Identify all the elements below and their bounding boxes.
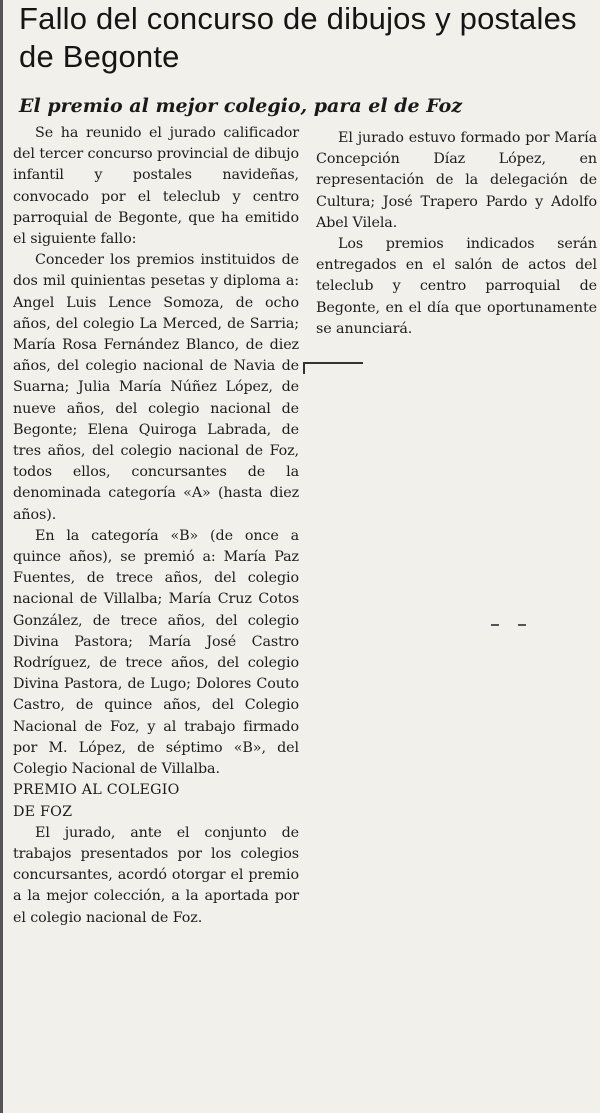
- paragraph-jury-members: El jurado estuvo formado por María Concepción Díaz López, en representación de la delegación de Cultura; José Trapero Pardo y Adolfo Abel Vilela.: [316, 130, 597, 231]
- paragraph-prize-delivery: Los premios indicados serán entregados en el salón de actos del teleclub y centro parroquial de Begonte, en el día que oportunamente se anunciará.: [316, 236, 597, 337]
- paragraph-jury-meeting: Se ha reunido el jurado calificador del tercer concurso provincial de dibujo infantil y postales navideñas, convocado por el teleclub y centro parroquial de Begonte, que ha emitido el siguiente fallo:: [13, 125, 299, 248]
- paragraph-category-b: En la categoría «B» (de once a quince años), se premió a: María Paz Fuentes, de trece años, del colegio nacional de Villalba; María Cruz Cotos González, de trece años, del colegio Divina Pastora; María José Castro Rodríguez, de trece años, del colegio Divina Pastora, de Lugo; Dolores Couto Castro, de quince años, del Colegio Nacional de Foz, y al trabajo firmado por M. López, de séptimo «B», del Colegio Nacional de Villalba.: [13, 527, 299, 778]
- section-heading-premio: PREMIO AL COLEGIO: [13, 782, 180, 799]
- article-headline: Fallo del concurso de dibujos y postales de Begonte: [19, 1, 577, 74]
- article-subheadline: El premio al mejor colegio, para el de Foz: [19, 95, 463, 117]
- section-heading-foz: DE FOZ: [13, 803, 73, 820]
- left-column: [13, 123, 299, 929]
- print-speck: [491, 624, 499, 626]
- paragraph-school-prize: El jurado, ante el conjunto de trabajos presentados por los colegios concursantes, acordó otorgar el premio a la mejor colección, a la aportada por el colegio nacional de Foz.: [13, 824, 299, 926]
- column-separator-mark: [303, 362, 363, 378]
- print-speck: [518, 624, 526, 626]
- paragraph-category-a: Conceder los premios instituidos de dos mil quinientas pesetas y diploma a: Angel Luis Lence Somoza, de ocho años, del colegio La Merced, de Sarria; María Rosa Fernández Blanco, de diez años, del colegio nacional de Navia de Suarna; Julia María Núñez López, de nueve años, del colegio nacional de Begonte; Elena Quiroga Labrada, de tres años, del colegio nacional de Foz, todos ellos, concursantes de la denominada categoría «A» (hasta diez años).: [13, 252, 299, 523]
- right-column: [316, 128, 597, 340]
